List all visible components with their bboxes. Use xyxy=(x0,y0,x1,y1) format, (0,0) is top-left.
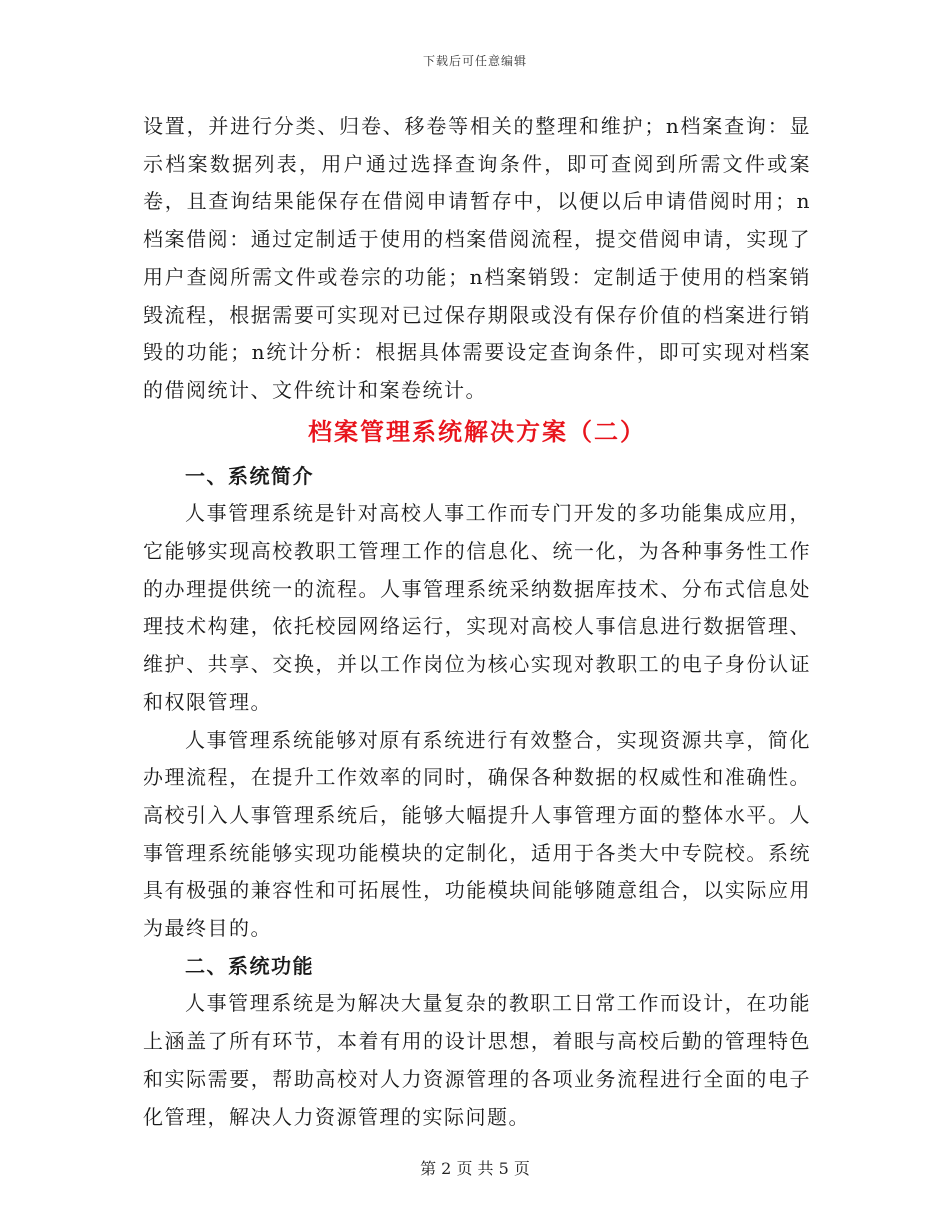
page-number: 第 2 页 共 5 页 xyxy=(420,1159,530,1178)
document-body xyxy=(143,108,811,1136)
paragraph-intro-2: 人事管理系统能够对原有系统进行有效整合，实现资源共享，简化办理流程，在提升工作效率的同时，确保各种数据的权威性和准确性。高校引入人事管理系统后，能够大幅提升人事管理方面的整体水平。人事管理系统能够实现功能模块的定制化，适用于各类大中专院校。系统具有极强的兼容性和可拓展性，功能模块间能够随意组合，以实际应用为最终目的。 xyxy=(143,727,811,941)
page-header: 下载后可任意编辑 xyxy=(422,54,527,68)
heading-system-intro: 一、系统简介 xyxy=(185,463,314,488)
section-title: 档案管理系统解决方案（二） xyxy=(308,416,646,446)
paragraph-intro-1: 人事管理系统是针对高校人事工作而专门开发的多功能集成应用，它能够实现高校教职工管理工作的信息化、统一化，为各种事务性工作的办理提供统一的流程。人事管理系统采纳数据库技术、分布式信息处理技术构建，依托校园网络运行，实现对高校人事信息进行数据管理、维护、共享、交换，并以工作岗位为核心实现对教职工的电子身份认证和权限管理。 xyxy=(143,501,811,714)
continued-paragraph: 设置，并进行分类、归卷、移卷等相关的整理和维护；n档案查询：显示档案数据列表，用户通过选择查询条件，即可查阅到所需文件或案卷，且查询结果能保存在借阅申请暂存中，以便以后申请借阅时用；n档案借阅：通过定制适于使用的档案借阅流程，提交借阅申请，实现了用户查阅所需文件或卷宗的功能；n档案销毁：定制适于使用的档案销毁流程，根据需要可实现对已过保存期限或没有保存价值的档案进行销毁的功能；n统计分析：根据具体需要设定查询条件，即可实现对档案的借阅统计、文件统计和案卷统计。 xyxy=(143,114,811,402)
heading-system-functions: 二、系统功能 xyxy=(185,953,314,978)
paragraph-functions: 人事管理系统是为解决大量复杂的教职工日常工作而设计，在功能上涵盖了所有环节，本着有用的设计思想，着眼与高校后勤的管理特色和实际需要，帮助高校对人力资源管理的各项业务流程进行全面的电子化管理，解决人力资源管理的实际问题。 xyxy=(143,991,811,1129)
